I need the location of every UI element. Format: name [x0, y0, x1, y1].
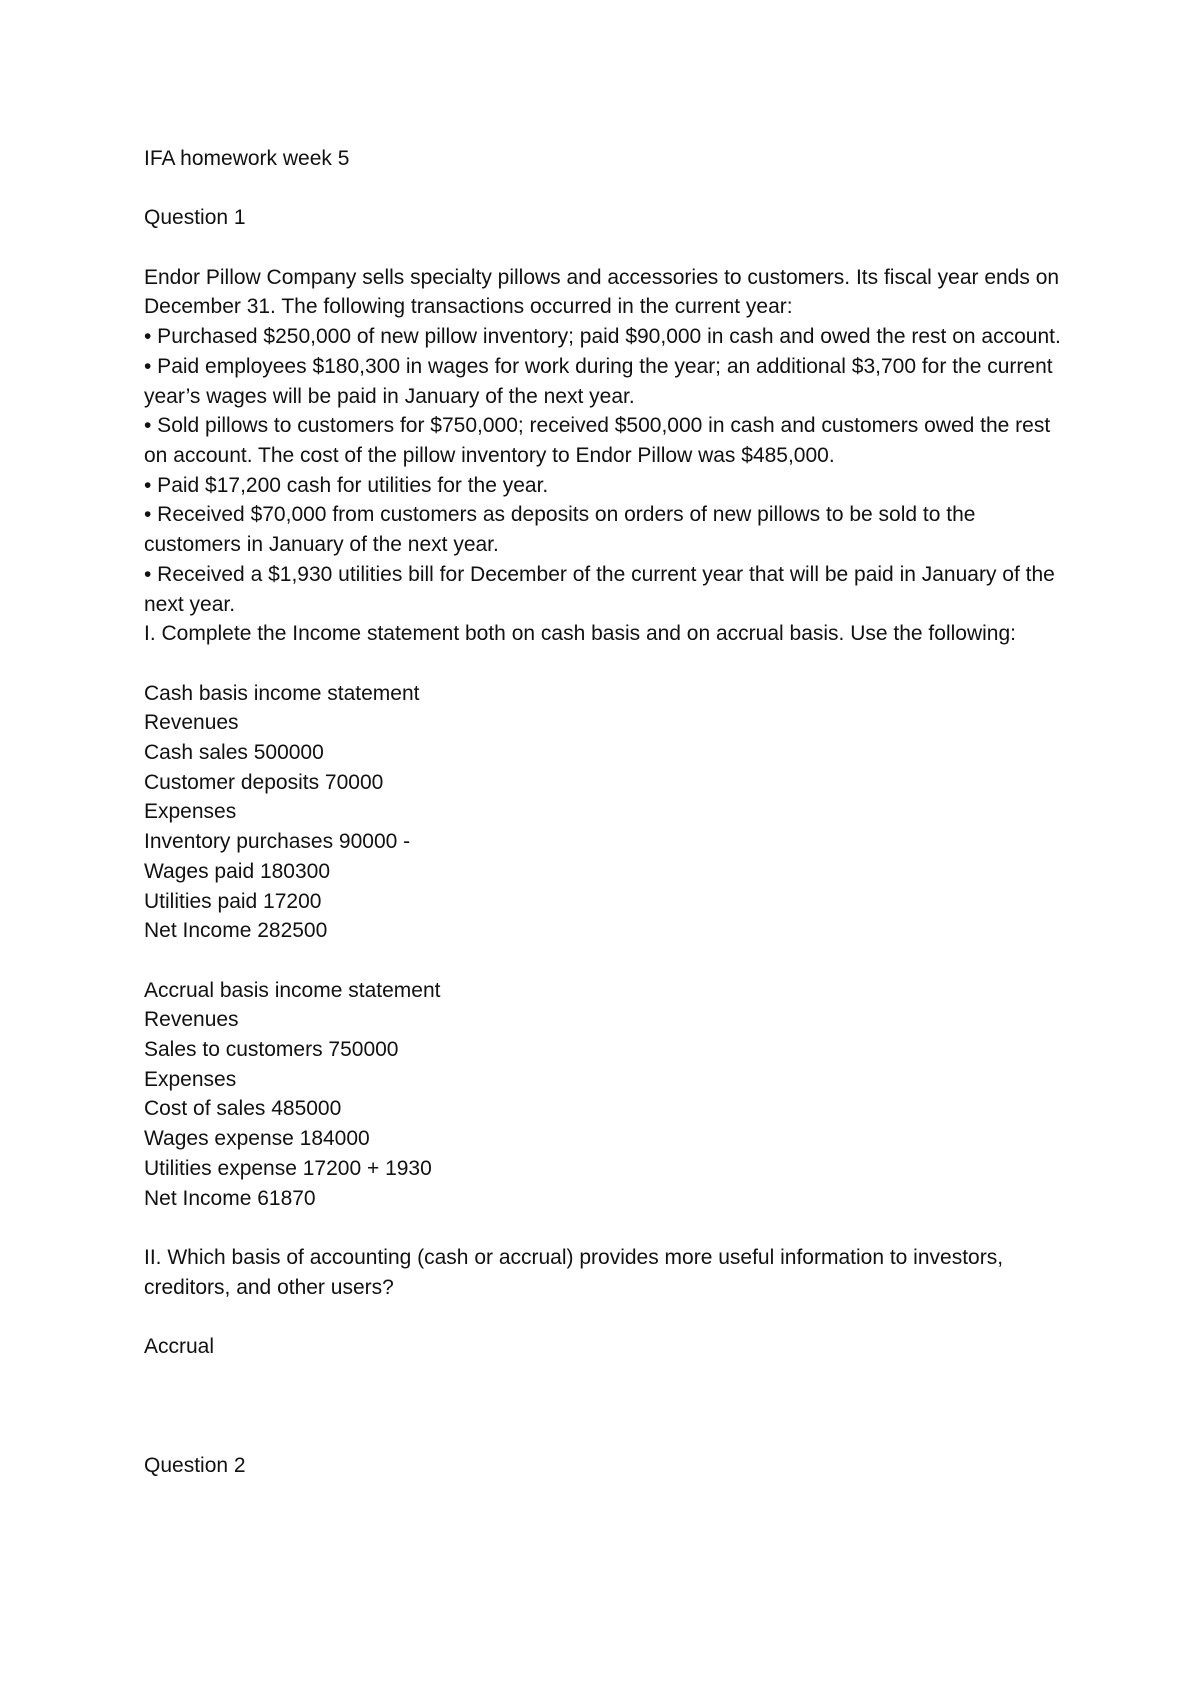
accrual-statement-title: Accrual basis income statement [144, 978, 441, 1002]
accrual-statement-line: Cost of sales 485000 [144, 1097, 342, 1121]
spacer [144, 1213, 1064, 1243]
intro-line: Endor Pillow Company sells specialty pillows and accessories to customers. Its fiscal year ends on [144, 265, 1060, 289]
document-title: IFA homework week 5 [144, 147, 350, 170]
document-body [144, 144, 1064, 1481]
question-2-heading: Question 2 [144, 1453, 246, 1477]
accrual-statement-line: Utilities expense 17200 + 1930 [144, 1156, 432, 1180]
part-2-answer: Accrual [144, 1335, 215, 1359]
intro-line: December 31. The following transactions occurred in the current year: [144, 295, 793, 319]
transaction-item: • Paid employees $180,300 in wages for work during the year; an additional $3,700 for the current year’s wages will be paid in January of the next year. [144, 354, 1053, 408]
transaction-item: • Received a $1,930 utilities bill for December of the current year that will be paid in January of the next year. [144, 562, 1055, 616]
spacer [144, 1421, 1064, 1451]
transaction-item: • Received $70,000 from customers as deposits on orders of new pillows to be sold to the customers in January of the next year. [144, 503, 976, 557]
accrual-basis-statement [144, 976, 1064, 1214]
spacer [144, 1362, 1064, 1392]
transaction-item: • Paid $17,200 cash for utilities for the year. [144, 473, 549, 497]
transaction-item: • Purchased $250,000 of new pillow inventory; paid $90,000 in cash and owed the rest on account. [144, 325, 1061, 349]
spacer [144, 174, 1064, 204]
accrual-statement-line: Revenues [144, 1008, 239, 1032]
cash-statement-line: Wages paid 180300 [144, 859, 331, 883]
spacer [144, 1391, 1064, 1421]
accrual-statement-line: Sales to customers 750000 [144, 1038, 399, 1062]
cash-statement-line: Customer deposits 70000 [144, 770, 384, 794]
cash-statement-line: Revenues [144, 711, 239, 735]
question-1-heading: Question 1 [144, 206, 246, 230]
spacer [144, 1302, 1064, 1332]
cash-statement-line: Cash sales 500000 [144, 741, 324, 765]
cash-statement-line: Utilities paid 17200 [144, 889, 322, 913]
spacer [144, 233, 1064, 263]
accrual-statement-line: Wages expense 184000 [144, 1127, 370, 1151]
spacer [144, 649, 1064, 679]
cash-statement-line: Inventory purchases 90000 - [144, 830, 411, 854]
accrual-statement-line: Net Income 61870 [144, 1186, 316, 1210]
cash-statement-line: Expenses [144, 800, 237, 824]
part-2-prompt: II. Which basis of accounting (cash or accrual) provides more useful information to investors, creditors, and other users? [144, 1245, 1004, 1299]
spacer [144, 946, 1064, 976]
transaction-item: • Sold pillows to customers for $750,000; received $500,000 in cash and customers owed the rest on account. The cost of the pillow inventory to Endor Pillow was $485,000. [144, 414, 1051, 467]
cash-basis-statement [144, 679, 1064, 946]
cash-statement-line: Net Income 282500 [144, 919, 328, 943]
part-1-prompt: I. Complete the Income statement both on cash basis and on accrual basis. Use the following: [144, 622, 1016, 646]
cash-statement-title: Cash basis income statement [144, 681, 420, 705]
accrual-statement-line: Expenses [144, 1067, 237, 1091]
